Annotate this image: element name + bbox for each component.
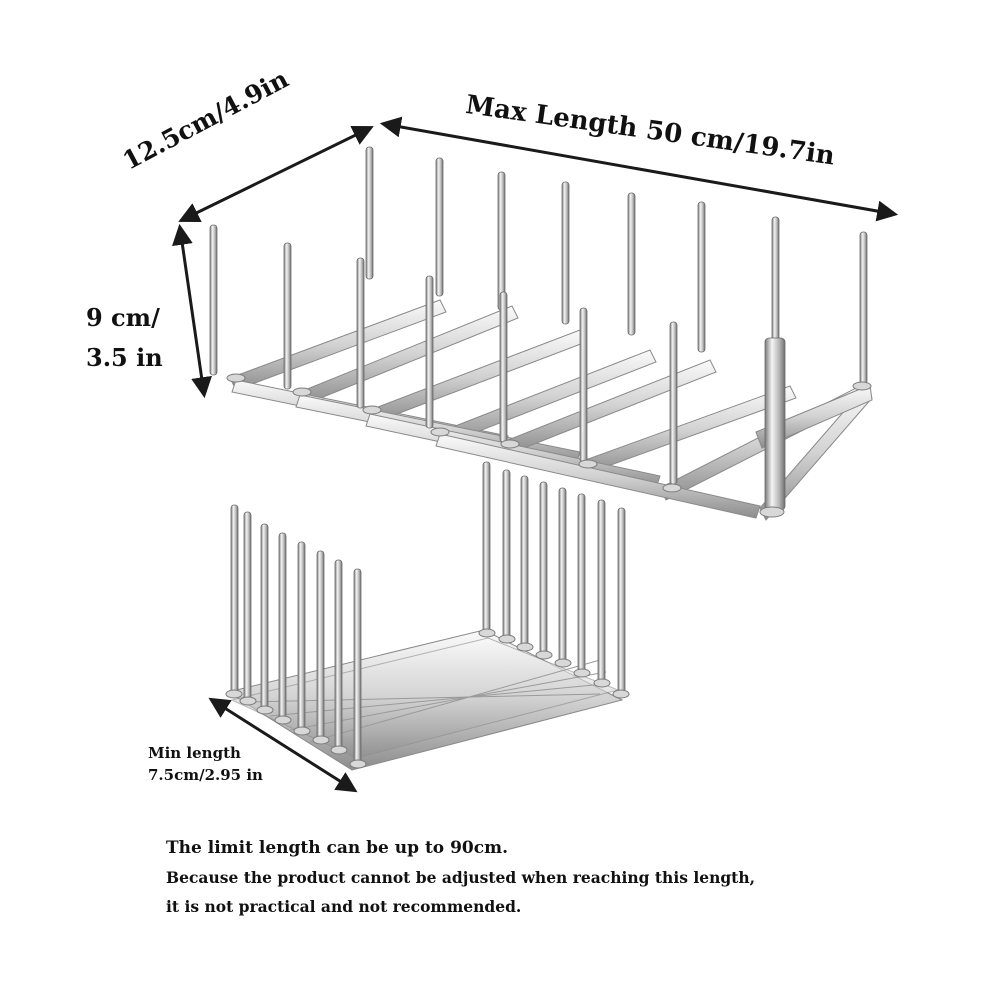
collapsed-rack xyxy=(226,462,629,770)
note-line-1: The limit length can be up to 90cm. xyxy=(166,838,508,858)
usage-note xyxy=(166,838,755,926)
note-line-2: Because the product cannot be adjusted when reaching this length, xyxy=(166,868,756,887)
max-length-label: Max Length 50 cm/19.7in xyxy=(463,90,837,172)
min-length-label xyxy=(148,742,263,786)
height-arrow xyxy=(180,228,204,394)
min-length-label-line1: Min length xyxy=(148,744,241,762)
width-arrow xyxy=(182,128,370,220)
height-label xyxy=(86,298,163,378)
note-line-3: it is not practical and not recommended. xyxy=(166,897,522,916)
height-label-line1: 9 cm/ xyxy=(86,303,160,332)
height-label-line2: 3.5 in xyxy=(86,343,163,372)
min-length-label-line2: 7.5cm/2.95 in xyxy=(148,766,263,784)
extended-rack xyxy=(210,147,872,520)
width-label: 12.5cm/4.9in xyxy=(118,64,294,176)
